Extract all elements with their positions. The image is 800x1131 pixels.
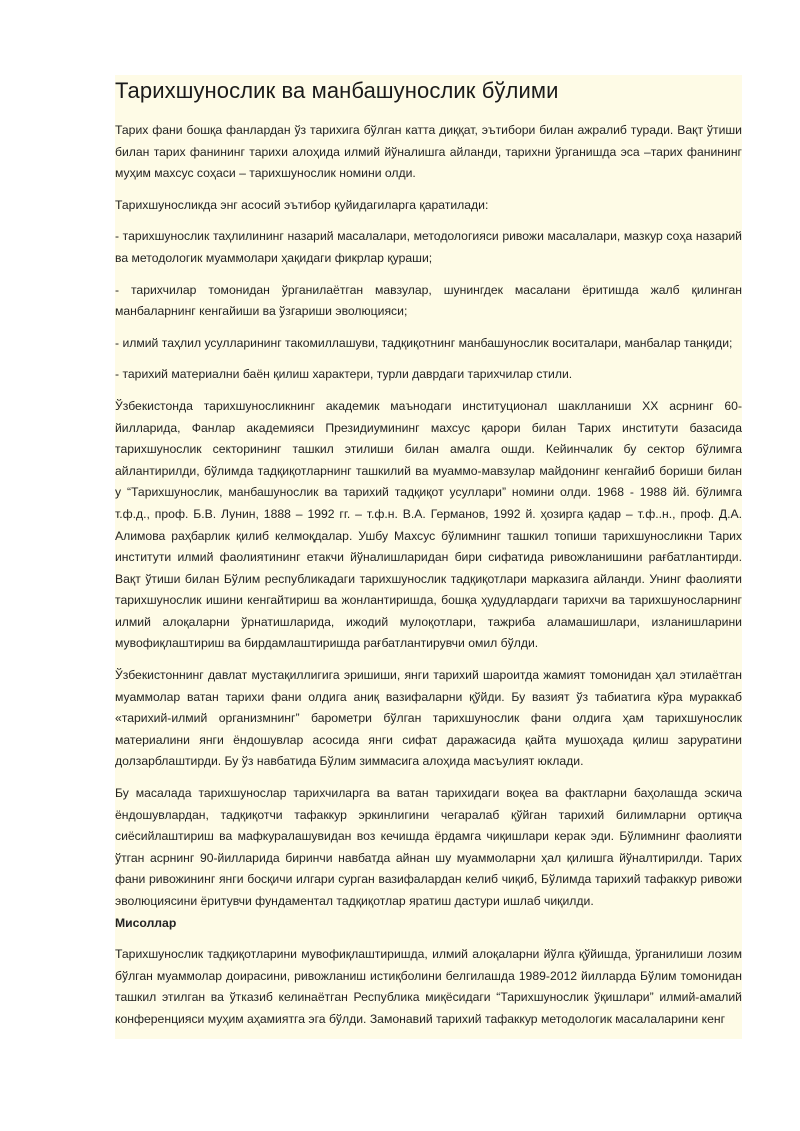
page-title: Тарихшунослик ва манбашунослик бўлими <box>115 78 559 103</box>
paragraph-focus-lead: Тарихшуносликда энг асосий эътибор қуйидагиларга қаратилади: <box>115 197 489 212</box>
document-body <box>115 75 742 1039</box>
paragraph-intro: Тарих фани бошқа фанлардан ўз тарихига бўлган катта диққат, эътибори билан ажралиб туради. Вақт ўтиши билан тарих фанининг тарихи алоҳида илмий йўналишга айланди, тарихни ўрганишда эса –тарих фанининг муҳим махсус соҳаси – тарихшунослик номини олди. <box>115 123 742 181</box>
paragraph-conferences: Тарихшунослик тадқиқотларини мувофиқлаштиришда, илмий алоқаларни йўлга қўйишда, ўрганилиши лозим бўлган муаммолар доирасини, ривожланиш истиқболини белгилашда 1989-2012 йилларда Бўлим томонидан ташкил этилган ва ўтказиб келинаётган Республика миқёсидаги “Тарихшунослик ўқишлари” илмий-амалий конференцияси муҳим аҳамиятга эга бўлди. Замонавий тарихий тафаккур методологик масалаларини кенг <box>115 947 742 1026</box>
list-item-style: - тарихий материални баён қилиш характери, турли даврдаги тарихчилар стили. <box>115 367 573 382</box>
paragraph-tasks: Бу масалада тарихшунослар тарихчиларга ва ватан тарихидаги воқеа ва фактларни баҳолашда эскича ёндошувлардан, тадқиқотчи тафаккур эркинлигини чегаралаб қўйган тарихий билимларни ортиқча сиёсийлаштириш ва мафкуралашувидан воз кечишда ёрдамга чиқишлари керак эди. Бўлимнинг фаолияти ўтган асрнинг 90-йилларида биринчи навбатда айнан шу муаммоларни ҳал қилишга йўналтирилди. Тарих фани ривожининг янги босқичи илгари сурган вазифалардан келиб чиқиб, Бўлимда тарихий тафаккур ривожи эволюциясини ёритувчи фундаментал тадқиқотлар яратиш дастури ишлаб чиқилди. <box>115 786 742 908</box>
list-item-methods: - илмий таҳлил усулларининг такомиллашуви, тадқиқотнинг манбашунослик воситалари, манбалар танқиди; <box>115 335 733 350</box>
list-item-topics: - тарихчилар томонидан ўрганилаётган мавзулар, шунингдек масалани ёритишда жалб қилинган манбаларнинг кенгайиши ва ўзгариши эволюцияси; <box>115 282 742 319</box>
section-heading-examples: Мисоллар <box>115 915 177 930</box>
list-item-theory: - тарихшунослик таҳлилининг назарий масалалари, методологияси ривожи масалалари, мазкур соҳа назарий ва методологик муаммолари ҳақидаги фикрлар қураши; <box>115 229 742 265</box>
paragraph-independence: Ўзбекистоннинг давлат мустақиллигига эришиши, янги тарихий шароитда жамият томонидан ҳал этилаётган муаммолар ватан тарихи фани олдига аниқ вазифаларни қўйди. Бу вазият ўз табиатига кўра мураккаб «тарихий-илмий организмнинг” барометри бўлган тарихшунослик фани олдига ҳам тарихшунослик материалини янги ёндошувлар асосида янги сифат даражасида қайта мушоҳада қилиш заруратини долзарблаштирди. Бу ўз навбатида Бўлим зиммасига алоҳида масъулият юклади. <box>115 668 742 769</box>
paragraph-institution-history: Ўзбекистонда тарихшуносликнинг академик маънодаги институционал шаклланиши XX асрнинг 60-йилларида, Фанлар академияси Президиумининг махсус қарори билан Тарих институти базасида тарихшунослик секторининг ташкил этилиши билан амалга ошди. Кейинчалик бу сектор бўлимга айлантирилди, бўлимда тадқиқотларнинг ташкилий ва муаммо-мавзулар майдонинг кенгайиб бориши билан у “Тарихшунослик, манбашунослик ва тарихий тадқиқот усуллари” номини олди. 1968 - 1988 йй. бўлимга т.ф.д., проф. Б.В. Лунин, 1888 – 1992 гг. – т.ф.н. В.А. Германов, 1992 й. ҳозирга қадар – т.ф..н., проф. Д.А. Алимова раҳбарлик қилиб келмоқдалар. Ушбу Махсус бўлимнинг ташкил топиши тарихшуносликни Тарих институти илмий фаолиятининг етакчи йўналишларидан бири сифатида ривожланишини рағбатлантирди. Вақт ўтиши билан Бўлим республикадаги тарихшунослик тадқиқотлари марказига айланди. Унинг фаолияти тарихшунослик ишини кенгайтириш ва жонлантиришда, бошқа ҳудудлардаги тарихчи ва тарихшуносларнинг илмий алоқаларни ўрнатишларида, ижодий мулоқотлари, тажриба аламашишлари, изланишларини мувофиқлаштириш ва бирдамлаштиришда рағбатлантирувчи омил бўлди. <box>115 398 742 651</box>
